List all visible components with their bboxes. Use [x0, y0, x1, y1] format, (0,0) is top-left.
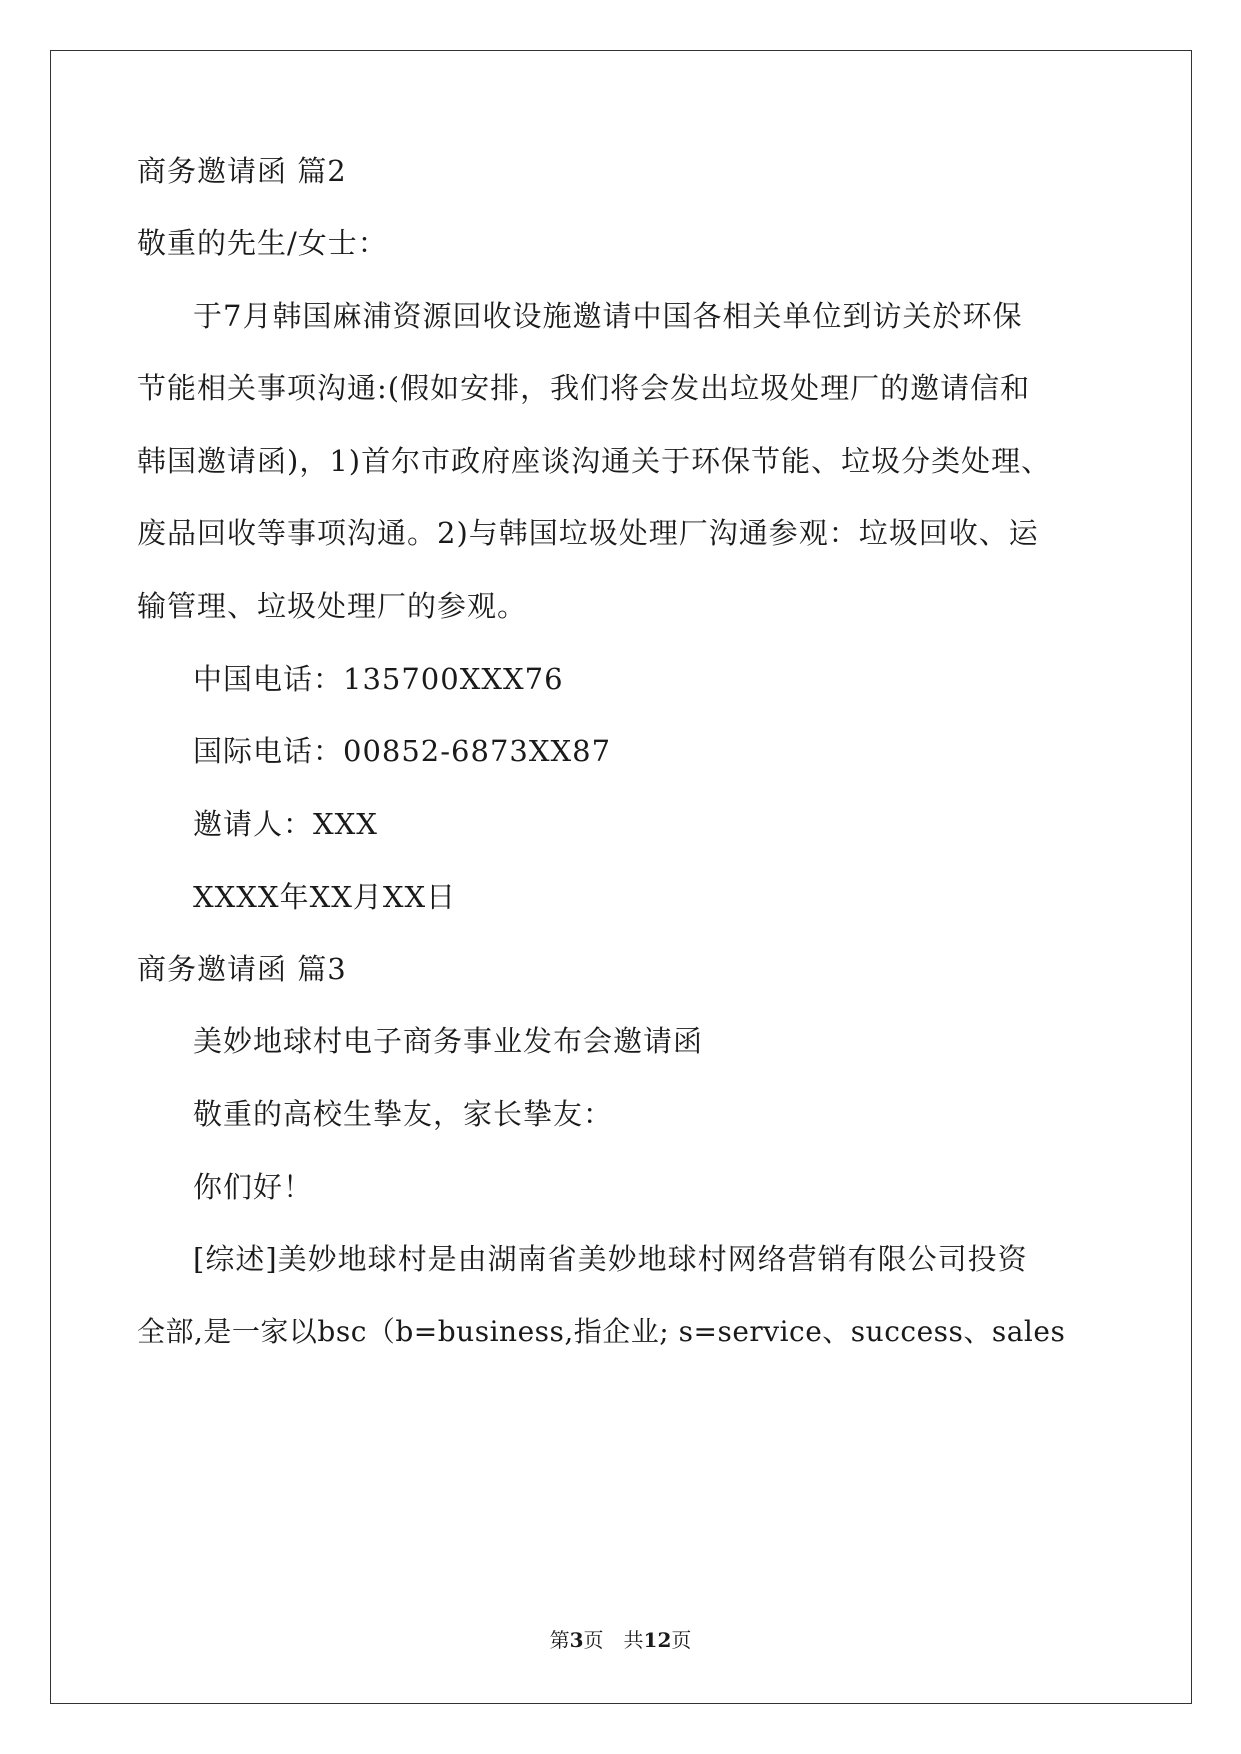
china-phone: 中国电话：135700XXX76: [193, 662, 564, 696]
page-total-number: 12: [643, 1628, 672, 1652]
section3-body-line-2: 全部,是一家以bsc（b=business,指企业; s=service、success、sales: [137, 1315, 1066, 1348]
section3-greeting: 你们好！: [193, 1170, 314, 1204]
section2-body-line-1: 于7月韩国麻浦资源回收设施邀请中国各相关单位到访关於环保: [193, 299, 1023, 333]
page-prefix: 第: [549, 1628, 570, 1652]
page-footer: [0, 1628, 1241, 1652]
section3-body-line-1: [综述]美妙地球村是由湖南省美妙地球村网络营销有限公司投资: [193, 1242, 1028, 1276]
section2-body-line-2: 节能相关事项沟通:(假如安排，我们将会发出垃圾处理厂的邀请信和: [137, 371, 1031, 405]
section3-salutation: 敬重的高校生挚友，家长挚友：: [193, 1097, 614, 1131]
page-current-number: 3: [569, 1628, 584, 1652]
section3-heading: 商务邀请函 篇3: [137, 952, 347, 986]
section2-body-line-4: 废品回收等事项沟通。2)与韩国垃圾处理厂沟通参观：垃圾回收、运: [137, 516, 1039, 550]
section2-body-line-5: 输管理、垃圾处理厂的参观。: [137, 589, 528, 623]
section3-title: 美妙地球村电子商务事业发布会邀请函: [193, 1024, 704, 1058]
section2-salutation: 敬重的先生/女士：: [137, 226, 388, 260]
page-suffix: 页: [671, 1628, 692, 1652]
section2-body-line-3: 韩国邀请函)，1)首尔市政府座谈沟通关于环保节能、垃圾分类处理、: [137, 444, 1052, 478]
intl-phone: 国际电话：00852-6873XX87: [193, 734, 612, 768]
invitation-date: XXXX年XX月XX日: [193, 880, 457, 914]
inviter: 邀请人：XXX: [193, 807, 378, 841]
section2-heading: 商务邀请函 篇2: [137, 154, 347, 188]
page-mid: 页 共: [583, 1628, 644, 1652]
